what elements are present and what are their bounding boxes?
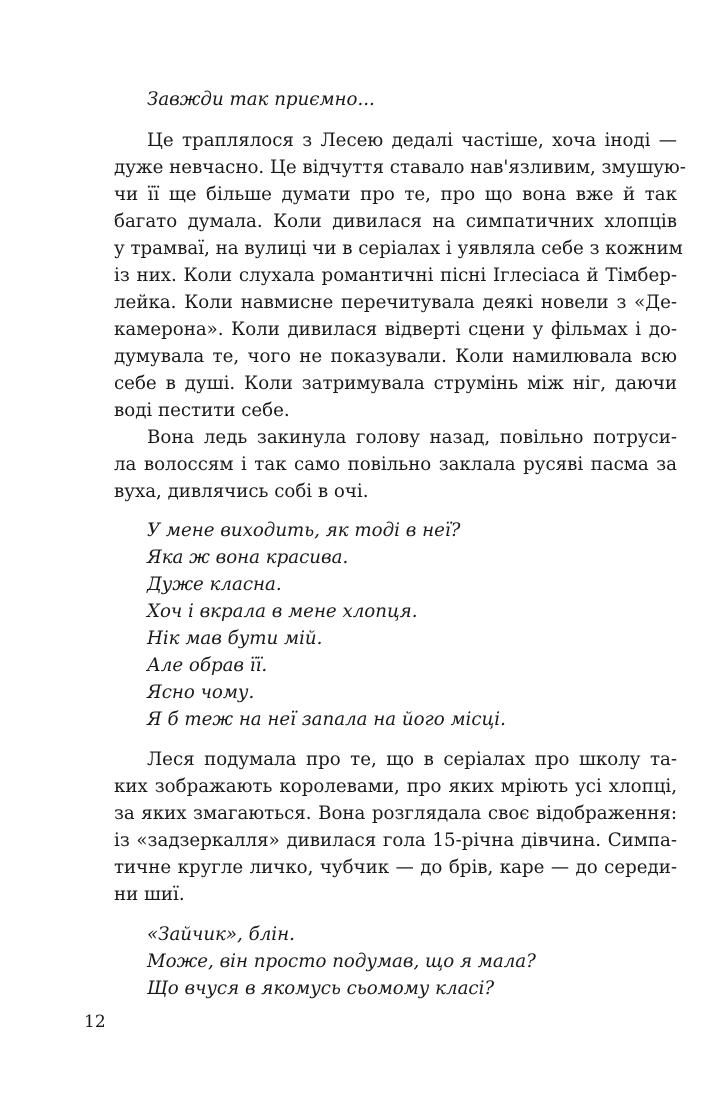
paragraph-line: ни шиї. bbox=[114, 884, 185, 905]
italic-line: Хоч і вкрала в мене хлопця. bbox=[147, 601, 418, 622]
paragraph-line: дуже невчасно. Це відчуття ставало нав'язливим, змушую- bbox=[114, 157, 686, 178]
paragraph-line: із «задзеркалля» дивилася гола 15-річна дівчина. Симпа- bbox=[114, 830, 677, 851]
paragraph-line: чи її ще більше думати про те, про що вона вже й так bbox=[114, 184, 677, 205]
paragraph-line: тичне кругле личко, чубчик — до брів, каре — до середи- bbox=[114, 857, 677, 878]
italic-line: Що вчуся в якомусь сьомому класі? bbox=[147, 978, 495, 999]
italic-line: Ясно чому. bbox=[147, 682, 255, 703]
italic-line: Завжди так приємно... bbox=[147, 89, 375, 110]
paragraph-line: за яких змагаються. Вона розглядала своє відображення: bbox=[114, 803, 677, 824]
italic-line: Але обрав її. bbox=[147, 655, 268, 676]
paragraph-line: себе в душі. Коли затримувала струмінь між ніг, даючи bbox=[114, 373, 677, 394]
italic-line: Яка ж вона красива. bbox=[147, 547, 349, 568]
paragraph-line: ла волоссям і так само повільно заклала русяві пасма за bbox=[114, 454, 677, 475]
paragraph-line: лейка. Коли навмисне перечитувала деякі новели з «Де- bbox=[114, 292, 677, 313]
italic-line: Дуже класна. bbox=[147, 574, 282, 595]
paragraph-line: вуха, дивлячись собі в очі. bbox=[114, 481, 369, 502]
paragraph-line: ких зображають королевами, про яких мріють усі хлопці, bbox=[114, 776, 677, 797]
italic-line: «Зайчик», блін. bbox=[147, 924, 295, 945]
italic-line: Нік мав бути мій. bbox=[147, 628, 323, 649]
paragraph-line: багато думала. Коли дивилася на симпатичних хлопців bbox=[114, 211, 677, 232]
paragraph-line: Леся подумала про те, що в серіалах про школу та- bbox=[147, 749, 677, 770]
page-number: 12 bbox=[84, 1012, 106, 1032]
italic-line: Я б теж на неї запала на його місці. bbox=[147, 709, 506, 730]
paragraph-line: із них. Коли слухала романтичні пісні Іглесіаса й Тімбер- bbox=[114, 265, 677, 286]
paragraph-line: камерона». Коли дивилася відверті сцени у фільмах і до- bbox=[114, 319, 677, 340]
paragraph-line: думувала те, чого не показували. Коли намилювала всю bbox=[114, 346, 677, 367]
italic-line: Може, він просто подумав, що я мала? bbox=[147, 951, 536, 972]
paragraph-line: Вона ледь закинула голову назад, повільно потруси- bbox=[147, 427, 677, 448]
italic-line: У мене виходить, як тоді в неї? bbox=[147, 520, 461, 541]
paragraph-line: воді пестити себе. bbox=[114, 400, 290, 421]
paragraph-line: у трамваї, на вулиці чи в серіалах і уявляла себе з кожним bbox=[114, 238, 683, 259]
paragraph-line: Це траплялося з Лесею дедалі частіше, хоча іноді — bbox=[147, 130, 677, 151]
